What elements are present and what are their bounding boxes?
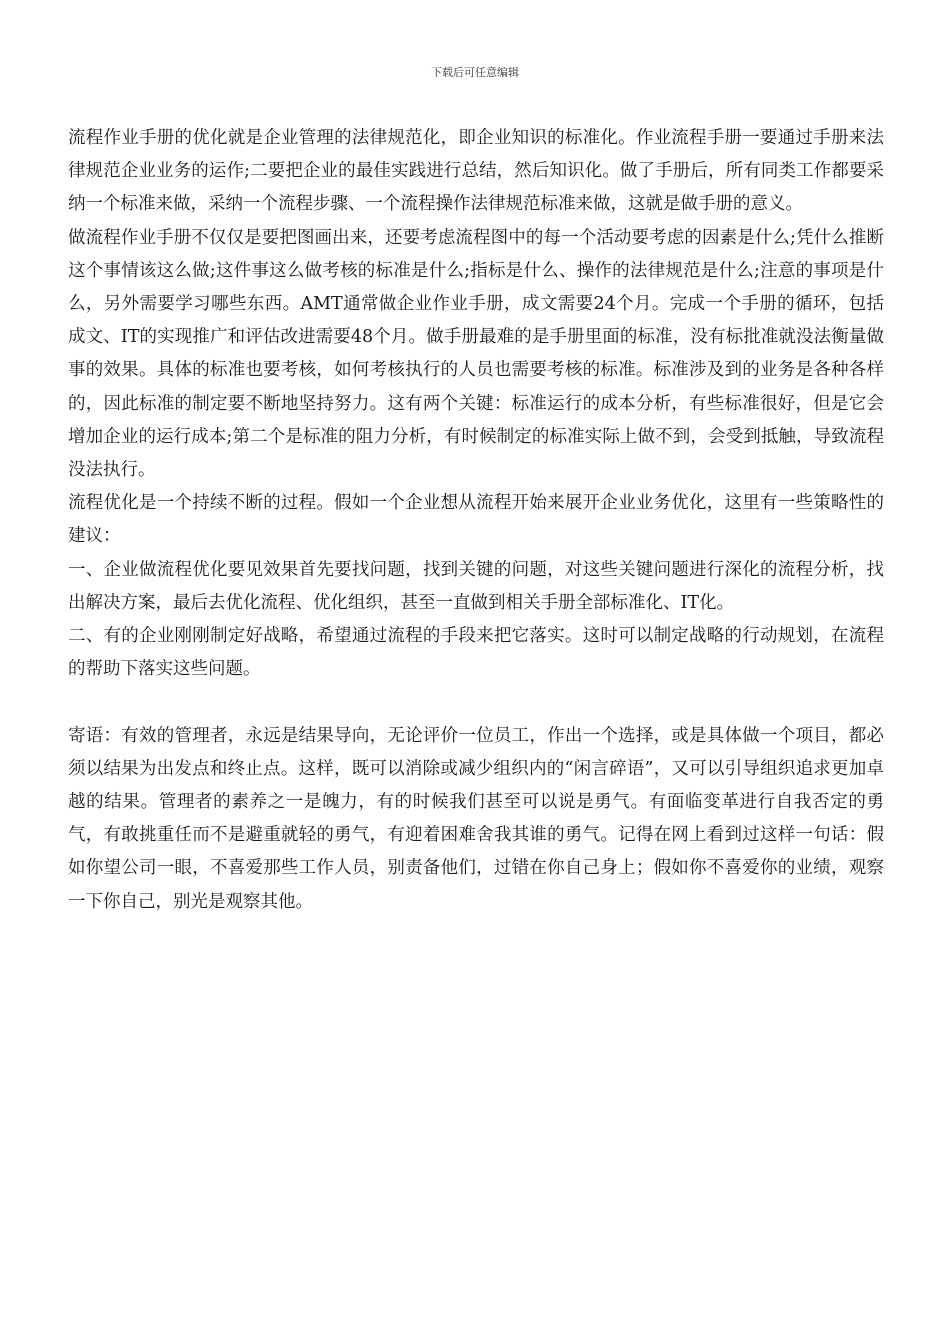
paragraph-manual-optimization: 流程作业手册的优化就是企业管理的法律规范化，即企业知识的标准化。作业流程手册一要通过手册来法律规范企业业务的运作;二要把企业的最佳实践进行总结，然后知识化。做了手册后，所有同类工作都要采纳一个标准来做，采纳一个流程步骤、一个流程操作法律规范标准来做，这就是做手册的意义。 — [68, 128, 884, 215]
paragraph-manual-standards: 做流程作业手册不仅仅是要把图画出来，还要考虑流程图中的每一个活动要考虑的因素是什么;凭什么推断这个事情该这么做;这件事这么做考核的标准是什么;指标是什么、操作的法律规范是什么;注意的事项是什么，另外需要学习哪些东西。AMT通常做企业作业手册，成文需要24个月。完成一个手册的循环，包括成文、IT的实现推广和评估改进需要48个月。做手册最难的是手册里面的标准，没有标批准就没法衡量做事的效果。具体的标准也要考核，如何考核执行的人员也需要考核的标准。标准涉及到的业务是各种各样的，因此标准的制定要不断地坚持努力。这有两个关键：标准运行的成本分析，有些标准很好，但是它会增加企业的运行成本;第二个是标准的阻力分析，有时候制定的标准实际上做不到，会受到抵触，导致流程没法执行。 — [68, 227, 884, 481]
paragraph-closing-note: 寄语：有效的管理者，永远是结果导向，无论评价一位员工，作出一个选择，或是具体做一个项目，都必须以结果为出发点和终止点。这样，既可以消除或减少组织内的“闲言碎语”，又可以引导组织追求更加卓越的结果。管理者的素养之一是魄力，有的时候我们甚至可以说是勇气。有面临变革进行自我否定的勇气，有敢挑重任而不是避重就轻的勇气，有迎着困难舍我其谁的勇气。记得在网上看到过这样一句话：假如你望公司一眼，不喜爱那些工作人员，别责备他们，过错在你自己身上；假如你不喜爱你的业绩，观察一下你自己，别光是观察其他。 — [68, 725, 884, 912]
paragraph-process-optimization: 流程优化是一个持续不断的过程。假如一个企业想从流程开始来展开企业业务优化，这里有一些策略性的建议： — [68, 493, 884, 547]
document-body — [68, 122, 884, 919]
blank-line — [68, 686, 884, 719]
header-note: 下载后可任意编辑 — [431, 66, 519, 79]
paragraph-suggestion-one: 一、企业做流程优化要见效果首先要找问题，找到关键的问题，对这些关键问题进行深化的流程分析，找出解决方案，最后去优化流程、优化组织，甚至一直做到相关手册全部标准化、IT化。 — [68, 559, 884, 613]
paragraph-suggestion-two: 二、有的企业刚刚制定好战略，希望通过流程的手段来把它落实。这时可以制定战略的行动规划，在流程的帮助下落实这些问题。 — [68, 626, 884, 680]
